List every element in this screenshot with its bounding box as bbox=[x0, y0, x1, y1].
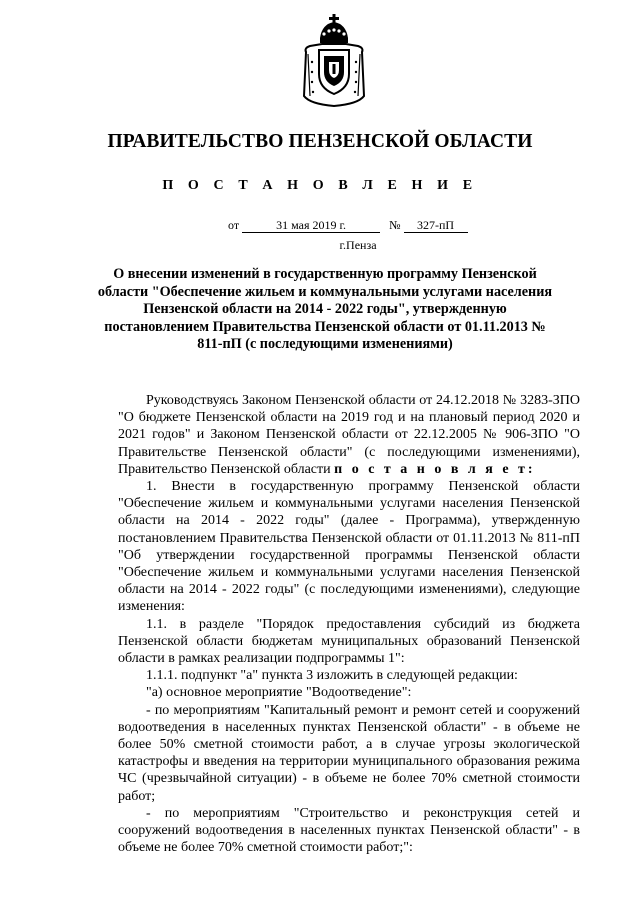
paragraph-bullet-1: - по мероприятиям "Капитальный ремонт и ремонт сетей и сооружений водоотведения в населенных пунктах Пензенской области" - в объеме не более 50% сметной стоимости работ, а в случае угрозы экологической катастрофы и введения на территории муниципального образования режима ЧС (чрезвычайной ситуации) - в объеме не более 70% сметной стоимости работ; bbox=[118, 702, 580, 804]
document-title: О внесении изменений в государственную программу Пензенской области "Обеспечение жильем и коммунальными услугами населения Пензенской области на 2014 - 2022 годы", утвержденную постановлением Правительства Пензенской области от 01.11.2013 № 811-пП (с последующими изменениями) bbox=[97, 266, 553, 352]
preamble-text: Руководствуясь Законом Пензенской области от 24.12.2018 № 3283-ЗПО "О бюджете Пензенской области на 2019 год и на плановый период 2020 и 2021 годов" и Законом Пензенской области от 22.12.2005 № 906-ЗПО "О Правительстве Пензенской области" (с последующими изменениями), Правительство Пензенской области bbox=[118, 393, 580, 477]
paragraph-bullet-2: - по мероприятиям "Строительство и реконструкция сетей и сооружений водоотведения в населенных пунктах Пензенской области" - в объеме не более 70% сметной стоимости работ;": bbox=[118, 805, 580, 856]
document-type: П О С Т А Н О В Л Е Н И Е bbox=[162, 178, 478, 193]
date-number-line bbox=[228, 218, 468, 233]
paragraph-1: 1. Внести в государственную программу Пензенской области "Обеспечение жильем и коммунальными услугами населения Пензенской области на 2014 - 2022 годы" (далее - Программа), утвержденную постановлением Правительства Пензенской области от 01.11.2013 № 811-пП "Об утверждении государственной программы Пензенской области "Обеспечение жильем и коммунальными услугами населения Пензенской области на 2014 - 2022 годы" (с последующими изменениями), следующие изменения: bbox=[118, 479, 580, 615]
number-value: 327-пП bbox=[404, 218, 468, 233]
document-body bbox=[118, 392, 580, 856]
coat-of-arms-icon bbox=[298, 12, 370, 110]
paragraph-1-1-1: 1.1.1. подпункт "а" пункта 3 изложить в следующей редакции: bbox=[146, 668, 518, 684]
decree-word: п о с т а н о в л я е т: bbox=[334, 461, 536, 477]
preamble-paragraph bbox=[118, 392, 580, 478]
paragraph-1-1: 1.1. в разделе "Порядок предоставления субсидий из бюджета Пензенской области бюджетам муниципальных образований Пензенской области в рамках реализации подпрограммы 1": bbox=[118, 616, 580, 667]
paragraph-subitem-a: "а) основное мероприятие "Водоотведение": bbox=[146, 685, 412, 701]
organization-name: ПРАВИТЕЛЬСТВО ПЕНЗЕНСКОЙ ОБЛАСТИ bbox=[107, 131, 533, 152]
date-label: от bbox=[228, 218, 240, 232]
date-value: 31 мая 2019 г. bbox=[242, 218, 380, 233]
city: г.Пенза bbox=[339, 238, 377, 252]
number-label: № bbox=[389, 218, 401, 232]
